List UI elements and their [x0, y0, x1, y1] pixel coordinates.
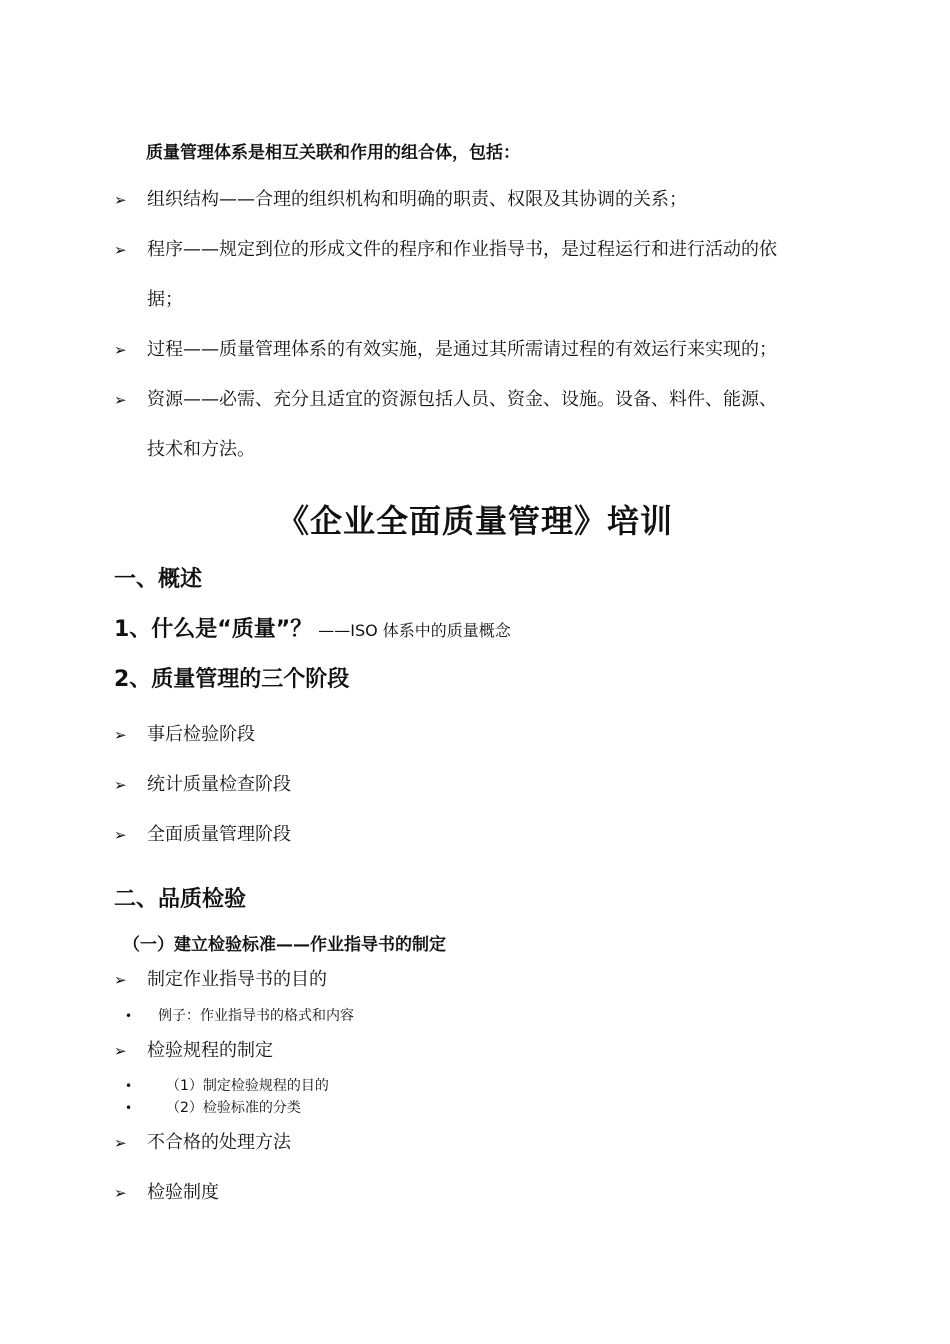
- list-item-text: 统计质量检查阶段: [147, 774, 291, 795]
- list-item-continuation: 技术和方法。: [147, 439, 255, 460]
- list-item-text: 全面质量管理阶段: [147, 824, 291, 845]
- sub-list-item-text: 例子：作业指导书的格式和内容: [158, 1008, 354, 1024]
- list-item-text: 过程——质量管理体系的有效实施，是通过其所需请过程的有效运行来实现的；: [147, 339, 777, 360]
- list-item-text: 组织结构——合理的组织机构和明确的职责、权限及其协调的关系；: [147, 189, 687, 210]
- intro-text: 质量管理体系是相互关联和作用的组合体，包括：: [146, 143, 520, 163]
- arrow-bullet-icon: ➢: [114, 191, 127, 209]
- arrow-bullet-icon: ➢: [114, 971, 127, 989]
- list-item-text: 检验制度: [147, 1182, 219, 1203]
- sub-list-item-text: （2）检验标准的分类: [166, 1100, 301, 1116]
- arrow-bullet-icon: ➢: [114, 776, 127, 794]
- arrow-bullet-icon: ➢: [114, 1134, 127, 1152]
- list-item-text: 程序——规定到位的形成文件的程序和作业指导书，是过程运行和进行活动的依: [147, 239, 777, 260]
- list-item-text: 检验规程的制定: [147, 1040, 273, 1061]
- dot-bullet-icon: •: [125, 1101, 133, 1115]
- list-item-continuation: 据；: [147, 289, 183, 310]
- question-heading: [114, 612, 511, 643]
- arrow-bullet-icon: ➢: [114, 241, 127, 259]
- question-subtitle: ——ISO 体系中的质量概念: [318, 621, 511, 640]
- section-heading: 一、概述: [114, 567, 203, 592]
- arrow-bullet-icon: ➢: [114, 1184, 127, 1202]
- arrow-bullet-icon: ➢: [114, 1042, 127, 1060]
- question-heading-text: 1、什么是“质量”？: [114, 617, 313, 642]
- arrow-bullet-icon: ➢: [114, 826, 127, 844]
- list-item-text: 资源——必需、充分且适宜的资源包括人员、资金、设施。设备、料件、能源、: [147, 389, 777, 410]
- list-item-text: 制定作业指导书的目的: [147, 969, 327, 990]
- arrow-bullet-icon: ➢: [114, 341, 127, 359]
- arrow-bullet-icon: ➢: [114, 391, 127, 409]
- dot-bullet-icon: •: [125, 1009, 133, 1023]
- list-item-text: 不合格的处理方法: [147, 1132, 291, 1153]
- arrow-bullet-icon: ➢: [114, 726, 127, 744]
- question-heading: 2、质量管理的三个阶段: [114, 667, 350, 692]
- document-title: 《企业全面质量管理》培训: [276, 502, 673, 540]
- section-heading: 二、品质检验: [114, 887, 247, 912]
- dot-bullet-icon: •: [125, 1079, 133, 1093]
- list-item-text: 事后检验阶段: [147, 724, 255, 745]
- sub-list-item-text: （1）制定检验规程的目的: [166, 1078, 329, 1094]
- subsection-heading: （一）建立检验标准——作业指导书的制定: [123, 935, 446, 955]
